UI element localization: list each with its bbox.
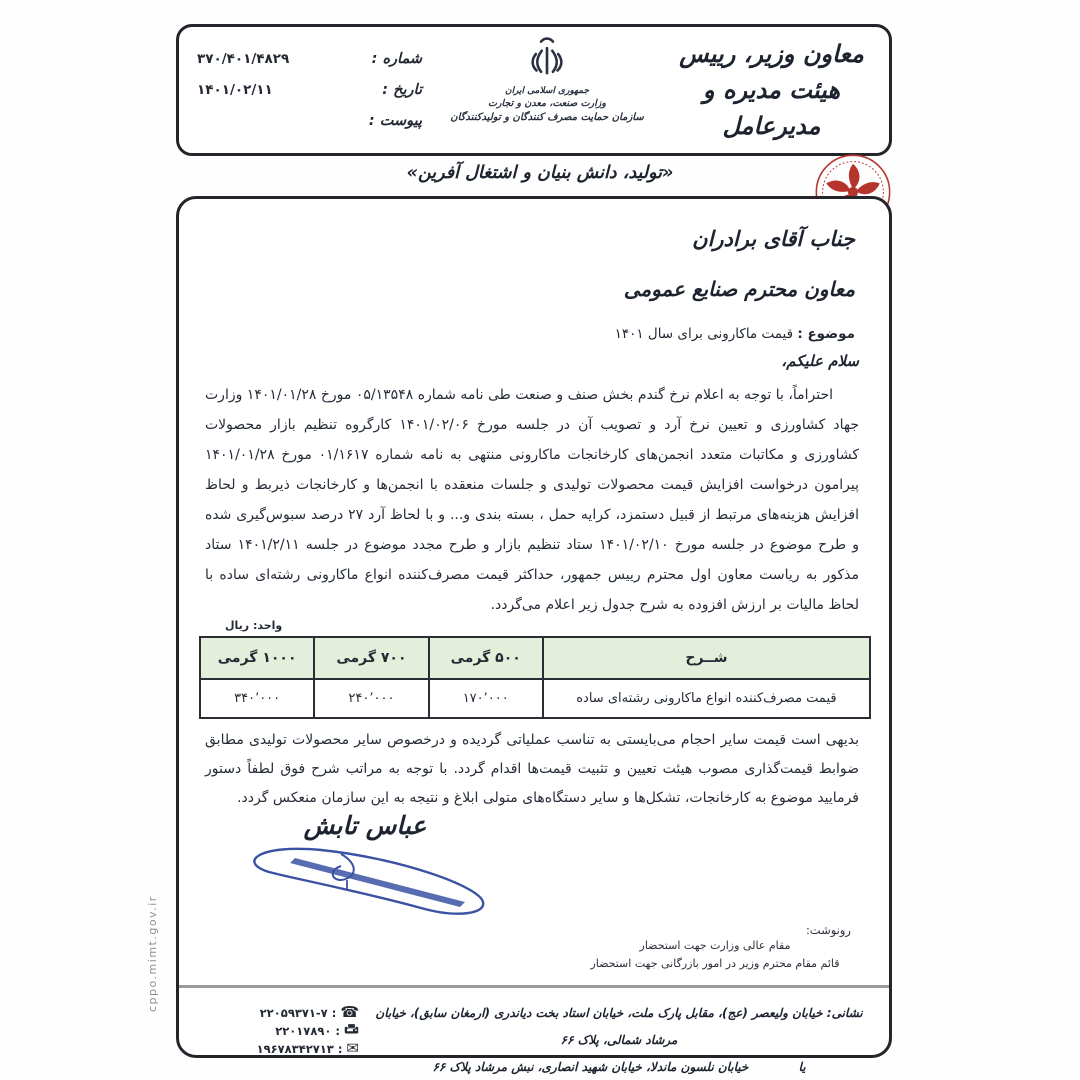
phone-number: ۲۲۰۵۹۳۷۱-۷ [259, 1005, 328, 1020]
col-header-500g: ۵۰۰ گرمی [429, 637, 543, 679]
letter-body-box [176, 196, 892, 1074]
office-title: معاون وزیر، رییس هیئت مدیره و مدیرعامل [679, 40, 864, 140]
org-organization-line: سازمان حمایت مصرف کنندگان و تولیدکنندگان [450, 112, 644, 123]
salutation: سلام علیکم، [781, 352, 859, 370]
postal-code: ۱۹۶۷۸۳۴۲۷۱۳ [256, 1041, 334, 1056]
meta-number-row [197, 51, 422, 67]
cc-block [565, 923, 865, 973]
cell-price-700g: ۲۴۰٬۰۰۰ [314, 679, 428, 718]
handwritten-signature-icon [215, 828, 525, 927]
letterhead-box [176, 24, 892, 156]
phone-icon: ☎ [340, 1003, 359, 1021]
mail-icon: ✉ [346, 1039, 359, 1057]
subject-line [615, 326, 855, 342]
subject-value: قیمت ماکارونی برای سال ۱۴۰۱ [614, 326, 794, 342]
date-label: تاریخ : [382, 82, 422, 98]
letter-meta [197, 33, 422, 147]
attachment-label: پیوست : [368, 113, 422, 129]
contacts-block [189, 993, 363, 1057]
org-ministry-line: وزارت صنعت، معدن و تجارت [488, 98, 606, 109]
footer-divider [179, 985, 889, 988]
address-block [363, 993, 875, 1074]
address-line1-text: خیابان ولیعصر (عج)، مقابل پارک ملت، خیابان استاد بخت دیاندری (ارمغان سابق)، خیابان مرشاد شمالی، پلاک ۶۶ [375, 1006, 823, 1047]
signatory-name: عباس تابش [303, 811, 427, 840]
addressee-role: معاون محترم صنایع عمومی [623, 277, 855, 301]
address-prefix: نشانی: [826, 1006, 863, 1020]
footer [189, 993, 875, 1074]
iran-emblem-icon [527, 66, 567, 85]
col-header-1000g: ۱۰۰۰ گرمی [200, 637, 314, 679]
year-slogan: «تولید، دانش بنیان و اشتغال آفرین» [406, 163, 674, 183]
price-table [199, 636, 871, 719]
postal-row [189, 1041, 359, 1056]
fax-sep: : [335, 1023, 340, 1038]
letter-paragraph-1: احتراماً، با توجه به اعلام نرخ گندم بخش صنف و صنعت طی نامه شماره ۰۵/۱۳۵۴۸ مورخ ۱۴۰۱/۰۱/۲۸ وزارت جهاد کشاورزی و تعیین نرخ آرد و تصویب آن در جلسه مورخ ۱۴۰۱/۰۲/۰۶ کارگروه تنظیم بازار محصولات کشاورزی و مکاتبات متعدد انجمن‌های کارخانجات ماکارونی منتهی به نامه شماره ۰۱/۱۶۱۷ مورخ ۱۴۰۱/۰۱/۲۸ پیرامون درخواست افزایش قیمت محصولات تولیدی و جلسات منعقده با انجمن‌ها و کارخانجات ذیربط و لحاظ افزایش هزینه‌های مرتبط از قبیل دستمزد، کرایه حمل ، بسته بندی و... و با لحاظ آرد ۲۷ درصد سبوس‌گیری شده و طرح موضوع در جلسه مورخ ۱۴۰۱/۰۲/۱۰ ستاد تنظیم بازار و طرح مجدد موضوع در جلسه ۱۴۰۱/۲/۱۱ ستاد مذکور به ریاست معاون اول محترم رییس جمهور، حداکثر قیمت مصرف‌کننده انواع ماکارونی رشته‌ای ساده با لحاظ مالیات بر ارزش افزوده به شرح جدول زیر اعلام می‌گردد. [205, 387, 859, 613]
address-line-1 [363, 1000, 875, 1054]
col-header-700g: ۷۰۰ گرمی [314, 637, 428, 679]
phone-row [189, 1005, 359, 1020]
address-line-2 [363, 1054, 875, 1080]
cell-description: قیمت مصرف‌کننده انواع ماکارونی رشته‌ای ساده [543, 679, 870, 718]
fax-icon [344, 1023, 359, 1038]
postal-sep: : [337, 1041, 343, 1056]
fax-row [189, 1023, 359, 1038]
date-value: ۱۴۰۱/۰۲/۱۱ [197, 82, 273, 98]
price-table-header-row [200, 637, 870, 679]
table-row [200, 679, 870, 718]
number-value: ۳۷۰/۴۰۱/۴۸۲۹ [197, 51, 290, 67]
addressee-name: جناب آقای برادران [692, 227, 855, 251]
col-header-description: شــرح [543, 637, 870, 679]
number-label: شماره : [371, 51, 422, 67]
letterhead-center [422, 33, 672, 147]
cc-label: رونوشت: [805, 923, 851, 937]
cell-price-500g: ۱۷۰٬۰۰۰ [429, 679, 543, 718]
address-line2-text: خیابان نلسون ماندلا، خیابان شهید انصاری، نبش مرشاد پلاک ۶۶ [432, 1060, 749, 1074]
address-or-label: یا [798, 1060, 806, 1074]
cc-item-2: قائم مقام محترم وزیر در امور بازرگانی جهت استحضار [590, 957, 840, 970]
meta-date-row [197, 82, 422, 98]
letter-paragraph-2: بدیهی است قیمت سایر احجام می‌بایستی به تناسب عملیاتی گردیده و درخصوص سایر محصولات تولیدی مطابق ضوابط قیمت‌گذاری مصوب هیئت تعیین و تثبیت قیمت‌ها اقدام گردد. با توجه به مراتب شرح فوق لطفاً دستور فرمایید موضوع به کارخانجات، تشکل‌ها و سایر دستگاه‌های متولی ابلاغ و نتیجه به این سازمان منعکس گردد. [205, 732, 859, 806]
phone-sep: : [331, 1005, 337, 1020]
cc-item-1: مقام عالی وزارت جهت استحضار [639, 939, 791, 952]
table-unit-note: واحد: ریال [225, 619, 283, 632]
cell-price-1000g: ۳۴۰٬۰۰۰ [200, 679, 314, 718]
fax-number: ۲۲۰۱۷۸۹۰ [275, 1023, 332, 1038]
org-country-line: جمهوری اسلامی ایران [504, 86, 590, 96]
signature-block [215, 811, 525, 941]
subject-label: موضوع : [797, 326, 855, 342]
website-url-vertical: cppo.mimt.gov.ir [146, 895, 159, 1012]
meta-attachment-row [197, 113, 422, 129]
